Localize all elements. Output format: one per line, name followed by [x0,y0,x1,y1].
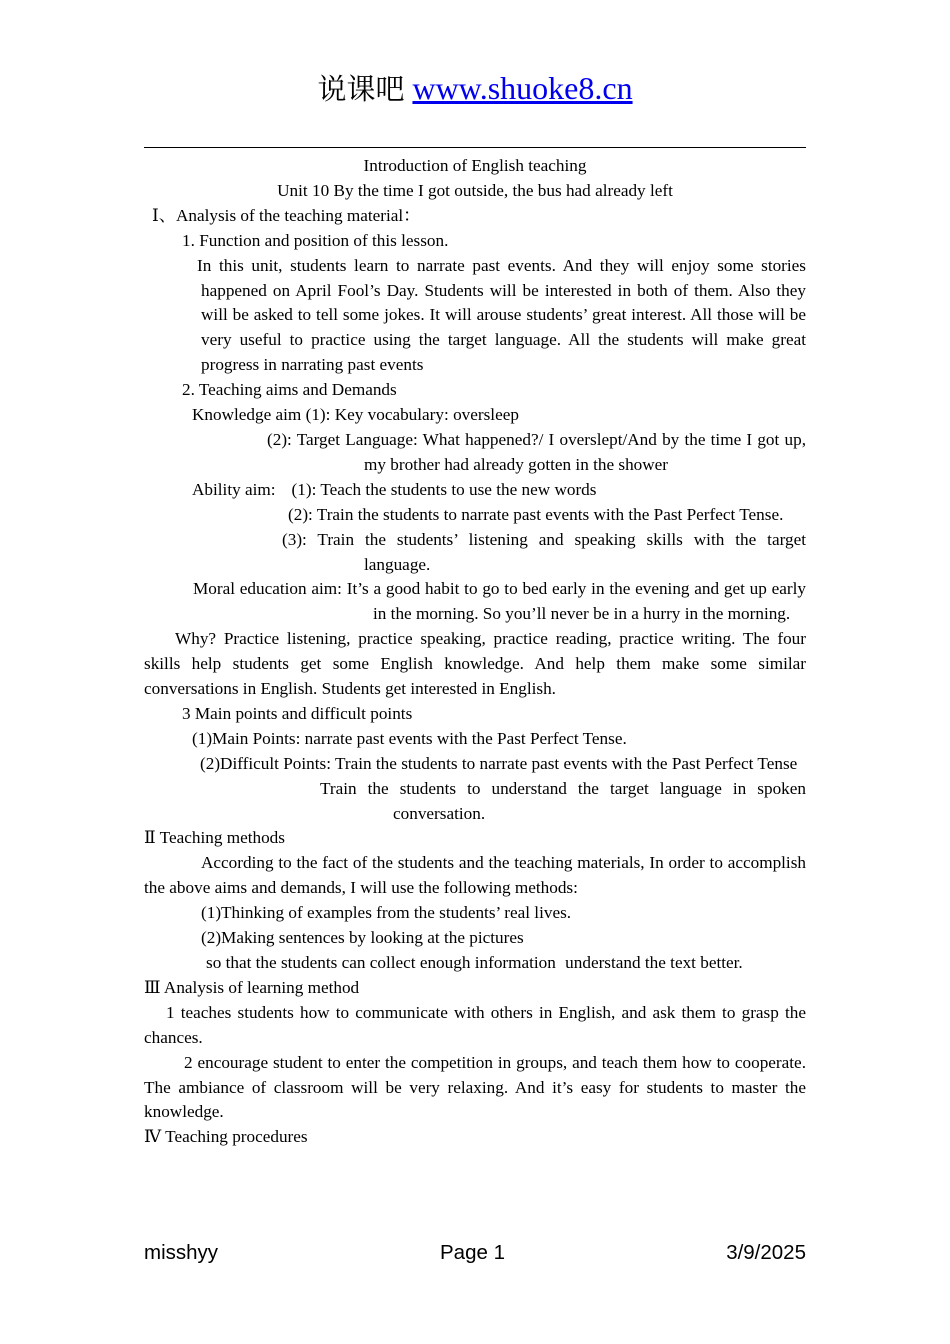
method-conclusion [144,951,806,976]
section-4-heading: Ⅳ Teaching procedures [144,1127,308,1147]
page-footer [144,1240,806,1266]
ability-aim-1 [144,478,806,503]
method-2: (2)Making sentences by looking at the pictures [201,928,524,948]
site-link[interactable]: www.shuoke8.cn [412,70,633,106]
knowledge-aim-1: Knowledge aim (1): Key vocabulary: oversleep [192,405,519,425]
method-conclusion-b: understand the text better. [565,953,743,972]
difficult-points-1 [144,752,806,777]
method-conclusion-a: so that the students can collect enough information [206,953,556,972]
document-body [144,154,806,1150]
section-1-1-heading: 1. Function and position of this lesson. [182,230,449,250]
footer-date: 3/9/2025 [726,1241,806,1264]
method-1: (1)Thinking of examples from the students’ real lives. [201,903,572,923]
learning-method-1: 1 teaches students how to communicate with others in English, and ask them to grasp the chances. [144,1002,806,1047]
header-divider [144,147,806,148]
doc-title: Introduction of English teaching [363,156,587,175]
knowledge-aim-2: (2): Target Language: What happened?/ I overslept/And by the time I got up, my brother had already gotten in the shower [267,429,806,474]
section-2-paragraph: According to the fact of the students and the teaching materials, In order to accomplish the above aims and demands, I will use the following methods: [144,853,806,898]
doc-subtitle: Unit 10 By the time I got outside, the bus had already left [277,180,673,200]
section-1-3-heading: 3 Main points and difficult points [182,703,413,723]
difficult-points-label: (2)Difficult Points: [200,753,331,773]
why-paragraph: Why? Practice listening, practice speaking, practice reading, practice writing. The four skills help students get some English knowledge. And help them make some similar conversations in English. Students get interested in English. [144,629,806,699]
site-header [0,66,950,111]
ability-aim-1-text: (1): Teach the students to use the new words [291,479,597,499]
learning-method-2: 2 encourage student to enter the competition in groups, and teach them how to cooperate. The ambiance of classroom will be very relaxing. And it’s easy for students to master the knowledge. [144,1052,806,1122]
moral-aim-text: It’s a good habit to go to bed early in the evening and get up early in the morning. So you’ll never be in a hurry in the morning. [346,579,806,624]
section-1-heading: Ⅰ、Analysis of the teaching material： [152,205,421,225]
main-points: (1)Main Points: narrate past events with the Past Perfect Tense. [192,728,627,748]
difficult-points-1-text: Train the students to narrate past events with the Past Perfect Tense [334,753,798,773]
ability-aim-label: Ability aim: [192,479,276,499]
section-1-2-heading: 2. Teaching aims and Demands [182,380,397,400]
difficult-points-2: Train the students to understand the target language in spoken conversation. [320,778,806,823]
ability-aim-3: (3): Train the students’ listening and speaking skills with the target language. [282,529,806,574]
footer-page-number: Page 1 [440,1241,505,1264]
footer-author: misshyy [144,1241,219,1264]
moral-aim [144,577,806,627]
section-3-heading: Ⅲ Analysis of learning method [144,977,360,997]
site-name: 说课吧 [317,72,405,106]
ability-aim-2: (2): Train the students to narrate past events with the Past Perfect Tense. [288,504,784,524]
section-1-1-paragraph: In this unit, students learn to narrate past events. And they will enjoy some stories happened on April Fool’s Day. Students will be interested in both of them. Also they will be asked to tell some jokes. It will arouse students’ great interest. All those will be very useful to practice using the target language. All the students will make great progress in narrating past events [197,255,806,375]
section-2-heading: Ⅱ Teaching methods [144,828,285,848]
moral-aim-label: Moral education aim: [193,579,342,599]
